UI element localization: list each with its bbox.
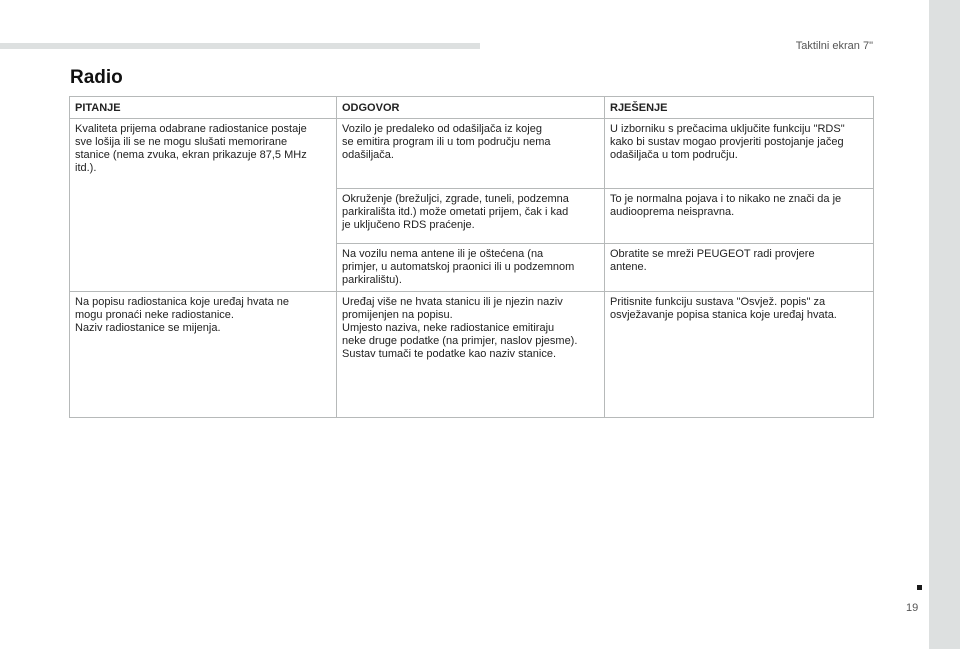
question-cell: Na popisu radiostanica koje uređaj hvata ne mogu pronaći neke radiostanice. Naziv radiostanice se mijenja. [70,292,337,418]
troubleshooting-table [69,96,874,418]
answer-cell: Na vozilu nema antene ili je oštećena (na primjer, u automatskoj praonici ili u podzemnom parkiralištu). [337,244,605,292]
solution-cell: Obratite se mreži PEUGEOT radi provjere antene. [605,244,874,292]
page-marker [917,585,922,590]
answer-cell: Okruženje (brežuljci, zgrade, tuneli, podzemna parkirališta itd.) može ometati prijem, čak i kad je uključeno RDS praćenje. [337,189,605,244]
question-cell: Kvaliteta prijema odabrane radiostanice postaje sve lošija ili se ne mogu slušati memorirane stanice (nema zvuka, ekran prikazuje 87,5 MHz itd.). [70,119,337,292]
page-title: Radio [70,67,123,88]
header-question: PITANJE [70,97,337,119]
solution-cell: U izborniku s prečacima uključite funkciju "RDS" kako bi sustav mogao provjeriti postojanje jačeg odašiljača u tom području. [605,119,874,189]
header-answer: ODGOVOR [337,97,605,119]
header-solution: RJEŠENJE [605,97,874,119]
section-title: Taktilni ekran 7" [795,40,873,52]
table-header-row [70,97,874,119]
answer-cell: Vozilo je predaleko od odašiljača iz kojeg se emitira program ili u tom području nema odašiljača. [337,119,605,189]
page-number: 19 [906,602,919,614]
solution-cell: To je normalna pojava i to nikako ne znači da je audiooprema neispravna. [605,189,874,244]
page-edge-band [929,0,960,649]
header-rule [0,43,480,49]
solution-cell: Pritisnite funkciju sustava "Osvjež. popis" za osvježavanje popisa stanica koje uređaj hvata. [605,292,874,418]
table-row [70,119,874,189]
answer-cell: Uređaj više ne hvata stanicu ili je njezin naziv promijenjen na popisu. Umjesto naziva, neke radiostanice emitiraju neke druge podatke (na primjer, naslov pjesme). Sustav tumači te podatke kao naziv stanice. [337,292,605,418]
table-row [70,292,874,418]
